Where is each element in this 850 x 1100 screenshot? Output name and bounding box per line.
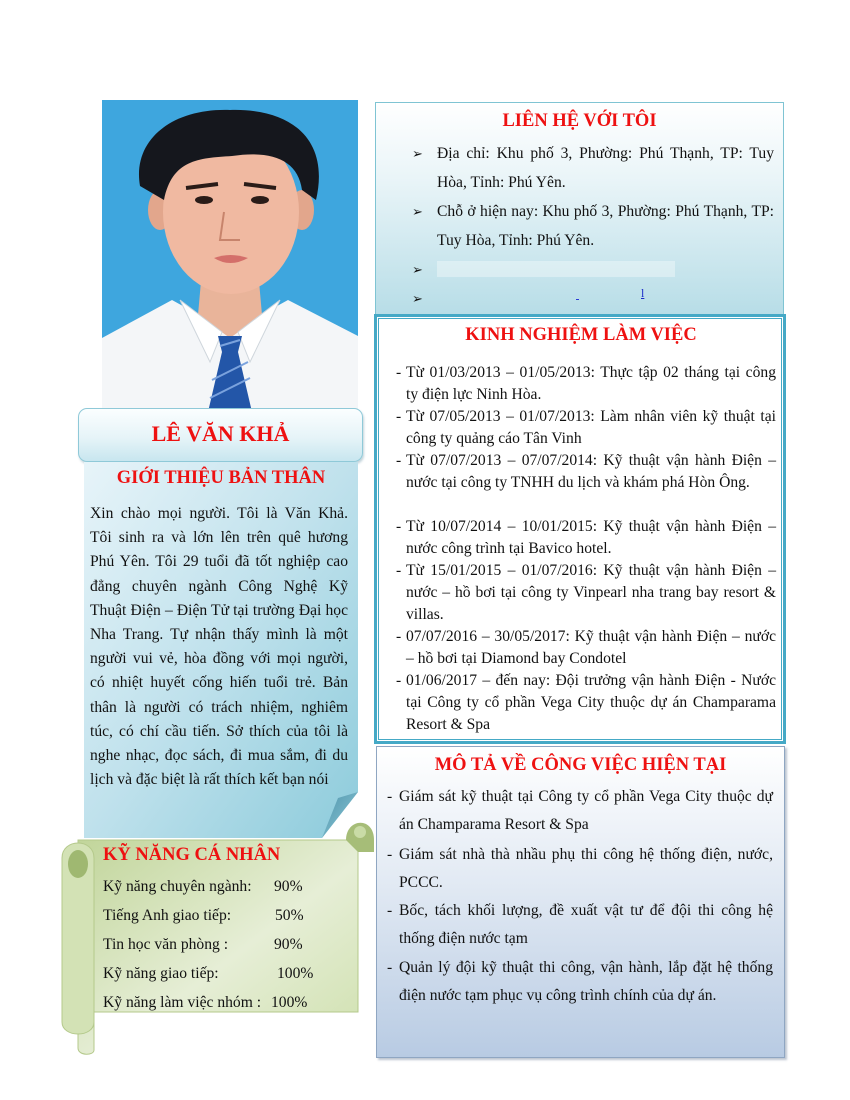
- skill-value: 50%: [275, 907, 304, 924]
- experience-item: - Từ 07/07/2013 – 07/07/2014: Kỹ thuật vận hành Điện – nước tại công ty TNHH du lịch và khám phá Hòn Ông.: [396, 452, 776, 491]
- skills-title: KỸ NĂNG CÁ NHÂN: [103, 845, 281, 865]
- skill-value: 90%: [274, 878, 303, 895]
- intro-title: GIỚI THIỆU BẢN THÂN: [116, 468, 326, 488]
- experience-item: - 07/07/2016 – 30/05/2017: Kỹ thuật vận hành Điện – nước – hồ bơi tại Diamond bay Condotel: [396, 628, 776, 667]
- contact-residence: [412, 197, 774, 255]
- job-duty-item: - Bốc, tách khối lượng, đề xuất vật tư để đội thi công hệ thống điện nước tạm: [387, 902, 773, 947]
- email-link[interactable]: l: [641, 286, 645, 300]
- skills-section: [58, 812, 378, 1057]
- contact-text: [412, 284, 774, 313]
- experience-section: [374, 314, 788, 746]
- current-job-title: MÔ TẢ VỀ CÔNG VIỆC HIỆN TẠI: [434, 755, 727, 775]
- skill-label: Kỹ năng làm việc nhóm :: [103, 994, 262, 1011]
- intro-text: Xin chào mọi người. Tôi là Văn Khả. Tôi sinh ra và lớn lên trên quê hương Phú Yên. Tôi 29 tuổi đã tốt nghiệp cao đẳng chuyên ngành Công Nghệ Kỹ Thuật Điện – Điện Tử tại trường Đại học Nha Trang. Tự nhận thấy mình là một người vui vẻ, hòa đồng với mọi người, có nhiệt huyết cống hiến tuổi trẻ. Bản thân là người có trách nhiệm, nghiêm túc, có chí cầu tiến. Sở thích của tôi là nghe nhạc, đọc sách, đi mua sắm, đi du lịch và đặc biệt là rất thích kết bạn nói: [90, 505, 348, 789]
- skill-label: Tin học văn phòng :: [103, 936, 229, 953]
- skill-row: [103, 965, 314, 983]
- contact-text: Chỗ ở hiện nay: Khu phố 3, Phường: Phú Thạnh, TP: Tuy Hòa, Tỉnh: Phú Yên.: [437, 203, 774, 249]
- skill-label: Kỹ năng chuyên ngành:: [103, 878, 252, 895]
- contact-section: [375, 102, 784, 316]
- experience-item: - 01/06/2017 – đến nay: Đội trưởng vận hành Điện - Nước tại Công ty cổ phần Vega City thuộc dự án Champarama Resort & Spa: [396, 672, 776, 733]
- candidate-name: LÊ VĂN KHẢ: [151, 421, 290, 446]
- name-banner: [78, 408, 363, 462]
- contact-email: [412, 284, 774, 313]
- job-duty-item: - Giám sát nhà thà nhầu phụ thi công hệ thống điện, nước, PCCC.: [387, 846, 773, 891]
- job-duty-item: - Quản lý đội kỹ thuật thi công, vận hành, lắp đặt hệ thống điện nước tạm phục vụ công trình chính của dự án.: [387, 959, 773, 1004]
- intro-section: [84, 462, 358, 838]
- skill-label: Tiếng Anh giao tiếp:: [103, 907, 232, 924]
- job-duty-item: - Giám sát kỹ thuật tại Công ty cổ phần Vega City thuộc dự án Champarama Resort & Spa: [387, 788, 773, 833]
- experience-item: - Từ 07/05/2013 – 01/07/2013: Làm nhân viên kỹ thuật tại công ty quảng cáo Tân Vinh: [396, 408, 776, 447]
- experience-item: - Từ 01/03/2013 – 01/05/2013: Thực tập 02 tháng tại công ty điện lực Ninh Hòa.: [396, 364, 776, 403]
- current-job-section: [376, 746, 785, 1058]
- arrow-bullet-icon: ➢: [412, 262, 423, 277]
- skill-value: 90%: [274, 936, 303, 953]
- skill-value: 100%: [271, 994, 308, 1011]
- skill-value: 100%: [277, 965, 314, 982]
- contact-address: [412, 139, 774, 197]
- skill-row: [103, 936, 303, 954]
- contact-text: Địa chỉ: Khu phố 3, Phường: Phú Thạnh, TP: Tuy Hòa, Tỉnh: Phú Yên.: [437, 145, 774, 191]
- contact-title: LIÊN HỆ VỚI TÔI: [502, 111, 657, 131]
- redacted-field: [437, 261, 675, 277]
- skill-row: [103, 907, 304, 925]
- portrait-image: [102, 100, 358, 412]
- arrow-bullet-icon: ➢: [412, 291, 423, 306]
- skill-row: [103, 994, 308, 1012]
- arrow-bullet-icon: ➢: [412, 204, 423, 219]
- skill-label: Kỹ năng giao tiếp:: [103, 965, 219, 982]
- experience-item: - Từ 15/01/2015 – 01/07/2016: Kỹ thuật vận hành Điện – nước – hồ bơi tại công ty Vinpearl nha trang bay resort & villas.: [396, 562, 776, 623]
- profile-photo: [102, 100, 358, 412]
- experience-item: - Từ 10/07/2014 – 10/01/2015: Kỹ thuật vận hành Điện – nước công trình tại Bavico hotel.: [396, 518, 776, 557]
- experience-title: KINH NGHIỆM LÀM VIỆC: [465, 325, 697, 345]
- skill-row: [103, 878, 303, 896]
- arrow-bullet-icon: ➢: [412, 146, 423, 161]
- link-underline: [576, 299, 579, 300]
